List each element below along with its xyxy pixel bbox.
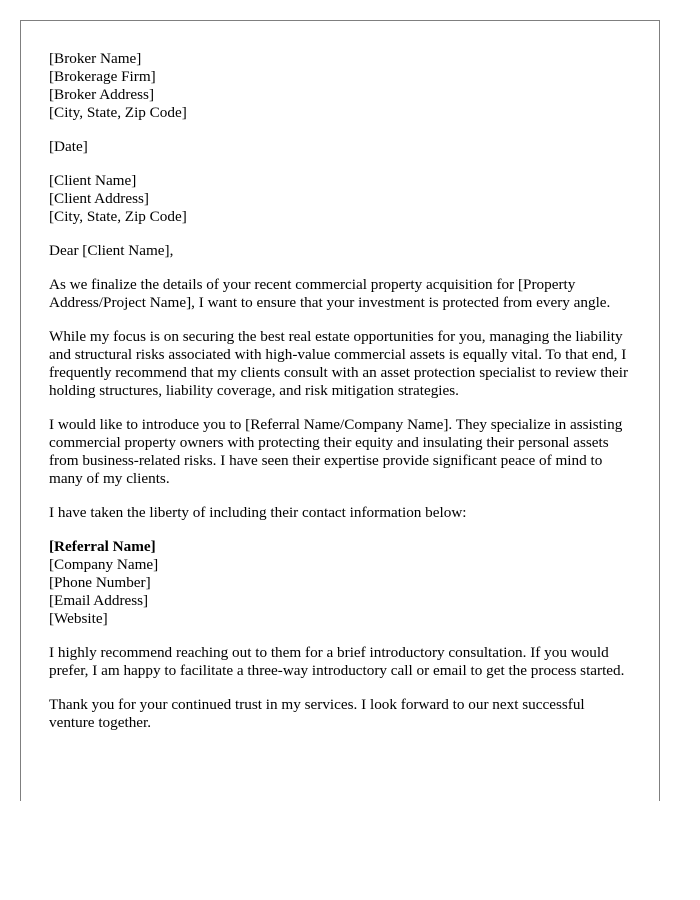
- salutation: Dear [Client Name],: [49, 242, 174, 259]
- referral-email: [Email Address]: [49, 592, 149, 609]
- referral-name: [Referral Name]: [49, 538, 156, 555]
- date-block: [49, 138, 631, 156]
- paragraph-closing: Thank you for your continued trust in my services. I look forward to our next successful venture together.: [49, 696, 585, 731]
- client-address-block: [49, 172, 631, 226]
- broker-name: [Broker Name]: [49, 50, 142, 67]
- referral-phone: [Phone Number]: [49, 574, 151, 591]
- letter-page: [20, 20, 660, 801]
- broker-city-state-zip: [City, State, Zip Code]: [49, 104, 187, 121]
- broker-firm: [Brokerage Firm]: [49, 68, 156, 85]
- paragraph-recommendation: I highly recommend reaching out to them for a brief introductory consultation. If you would prefer, I am happy to facilitate a three-way introductory call or email to get the process started.: [49, 644, 625, 679]
- broker-address-block: [49, 50, 631, 122]
- letter-content: [21, 21, 659, 732]
- referral-website: [Website]: [49, 610, 108, 627]
- broker-address: [Broker Address]: [49, 86, 155, 103]
- paragraph-risk: While my focus is on securing the best real estate opportunities for you, managing the liability and structural risks associated with high-value commercial assets is equally vital. To that end, I frequently recommend that my clients consult with an asset protection specialist to review their holding structures, liability coverage, and risk mitigation strategies.: [49, 328, 629, 399]
- client-name: [Client Name]: [49, 172, 137, 189]
- paragraph-intro: As we finalize the details of your recent commercial property acquisition for [Property Address/Project Name], I want to ensure that your investment is protected from every angle.: [49, 276, 611, 311]
- client-address: [Client Address]: [49, 190, 149, 207]
- paragraph-referral: I would like to introduce you to [Referral Name/Company Name]. They specialize in assisting commercial property owners with protecting their equity and insulating their personal assets from business-related risks. I have seen their expertise provide significant peace of mind to many of my clients.: [49, 416, 623, 487]
- letter-date: [Date]: [49, 138, 88, 155]
- client-city-state-zip: [City, State, Zip Code]: [49, 208, 187, 225]
- referral-company: [Company Name]: [49, 556, 159, 573]
- paragraph-contact-intro: I have taken the liberty of including their contact information below:: [49, 504, 467, 521]
- referral-contact-block: [49, 538, 631, 628]
